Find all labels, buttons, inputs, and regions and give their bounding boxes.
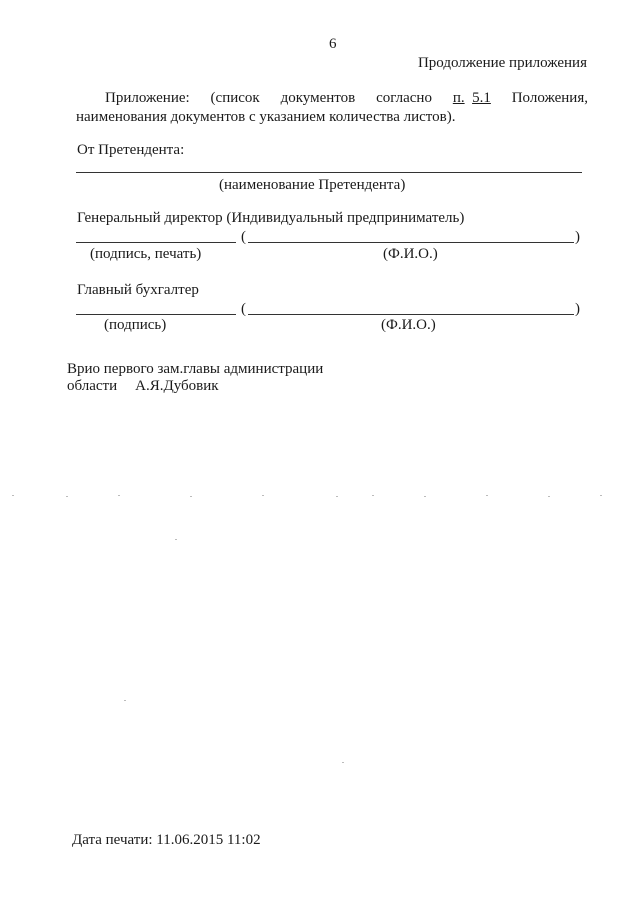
scan-speck — [372, 495, 374, 496]
appendix-paragraph — [76, 89, 588, 127]
appendix-word: (список — [210, 90, 260, 106]
accountant-open-paren: ( — [241, 301, 246, 317]
scan-speck — [600, 495, 602, 496]
scan-speck — [342, 762, 344, 763]
appendix-reference — [453, 89, 491, 108]
accountant-name-caption: (Ф.И.О.) — [381, 317, 436, 333]
accountant-signature-caption: (подпись) — [104, 317, 167, 333]
scan-speck — [12, 495, 14, 496]
director-open-paren: ( — [241, 229, 246, 245]
reference-p: п. — [452, 90, 465, 106]
scan-speck — [118, 495, 120, 496]
signatory-region: области — [67, 378, 118, 394]
appendix-word: документов — [280, 90, 356, 106]
appendix-word: согласно — [376, 90, 432, 106]
signatory-position: Врио первого зам.главы администрации — [67, 361, 324, 377]
director-name-caption: (Ф.И.О.) — [383, 246, 438, 262]
scan-speck — [548, 496, 550, 497]
applicant-name-line — [76, 172, 582, 173]
director-signature-caption: (подпись, печать) — [90, 246, 202, 262]
scan-speck — [336, 496, 338, 497]
director-close-paren: ) — [575, 229, 580, 245]
applicant-caption: (наименование Претендента) — [219, 177, 406, 193]
director-name-line — [248, 242, 574, 243]
scan-speck — [124, 700, 126, 701]
accountant-signature-line — [76, 314, 236, 315]
appendix-line-2: наименования документов с указанием количества листов). — [76, 109, 456, 125]
signatory-name: А.Я.Дубовик — [135, 378, 219, 394]
appendix-word: Приложение: — [105, 90, 190, 106]
appendix-word: Положения, — [511, 90, 588, 106]
scan-speck — [175, 539, 177, 540]
continuation-label: Продолжение приложения — [417, 55, 587, 71]
scan-speck — [190, 496, 192, 497]
scan-speck — [486, 495, 488, 496]
accountant-title: Главный бухгалтер — [77, 282, 199, 298]
accountant-name-line — [248, 314, 574, 315]
from-applicant-label: От Претендента: — [77, 142, 185, 158]
signatory-line-2 — [67, 379, 219, 394]
accountant-close-paren: ) — [575, 301, 580, 317]
scan-speck — [66, 496, 68, 497]
appendix-line-1 — [76, 89, 588, 108]
page-number: 6 — [329, 36, 337, 52]
reference-number: 5.1 — [472, 90, 491, 106]
director-title: Генеральный директор (Индивидуальный предприниматель) — [77, 210, 465, 226]
scan-speck — [424, 496, 426, 497]
scan-speck — [262, 495, 264, 496]
print-date: Дата печати: 11.06.2015 11:02 — [72, 832, 261, 848]
director-signature-line — [76, 242, 236, 243]
